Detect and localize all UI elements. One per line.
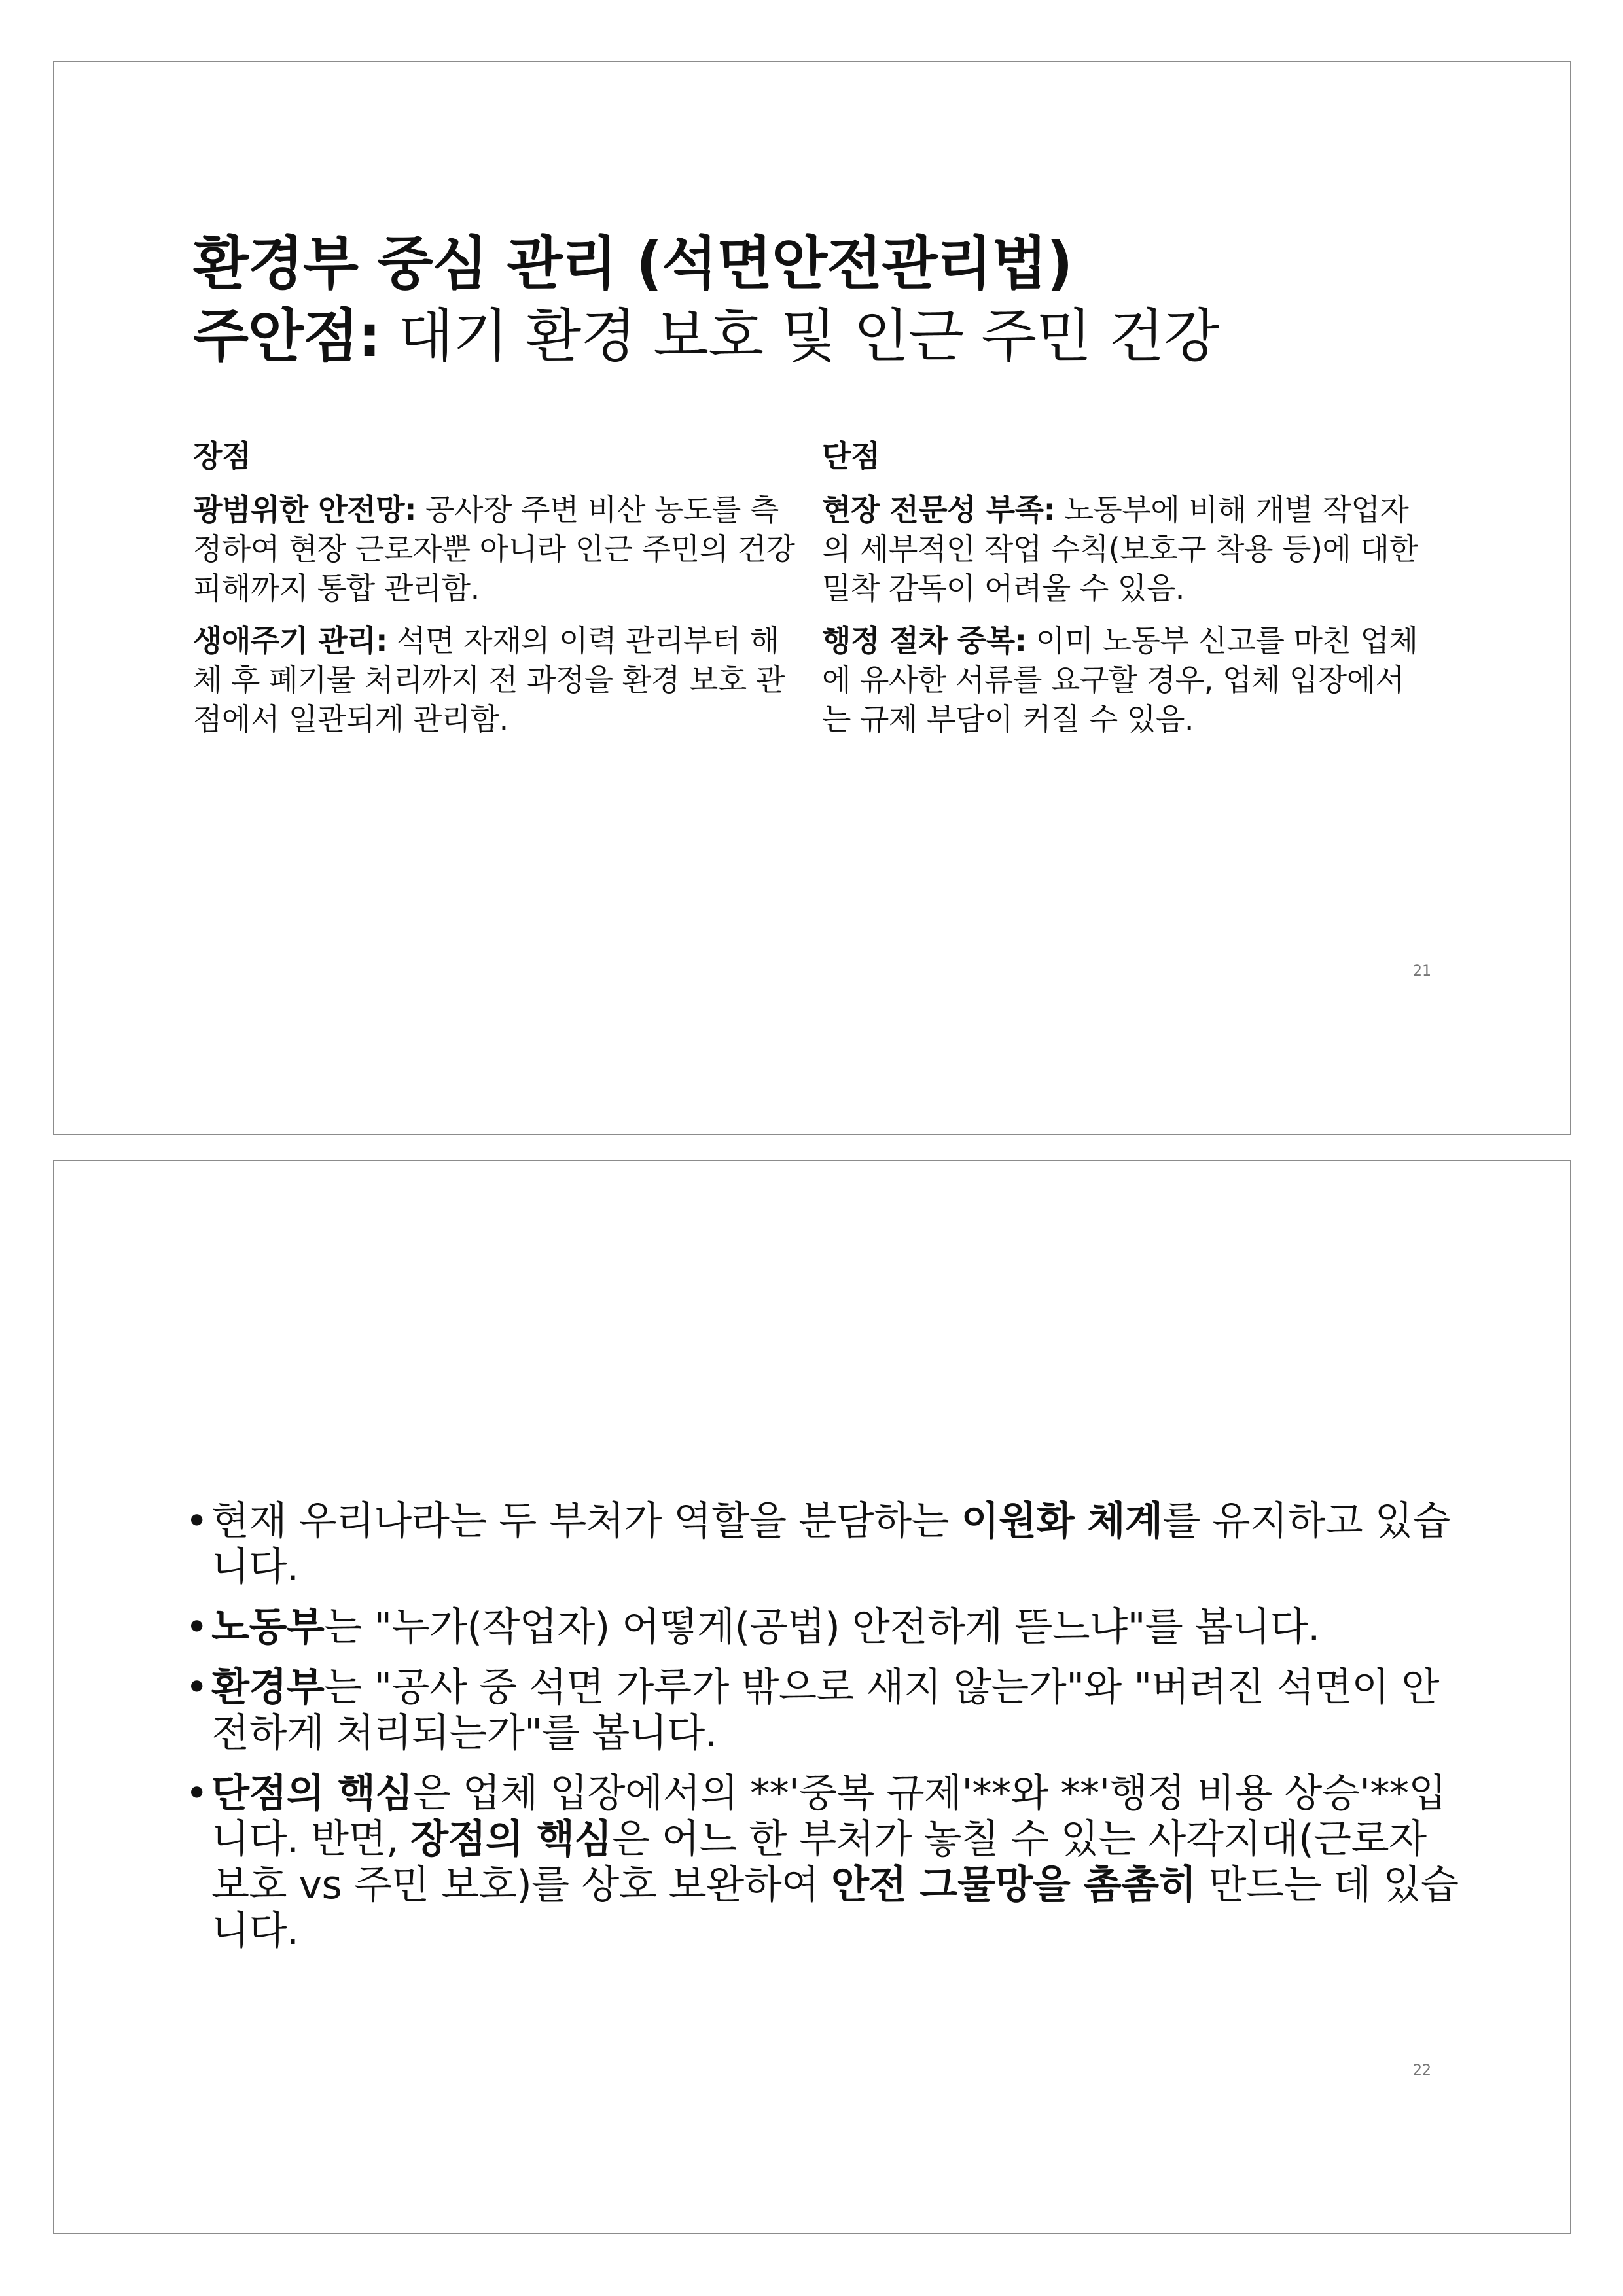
bullet-emphasis: 장점의 핵심	[410, 1816, 612, 1862]
pros-column	[193, 436, 795, 752]
bullet-emphasis: 안전 그물망을 촘촘히	[831, 1862, 1197, 1908]
bullet-dot: •	[185, 1604, 208, 1650]
pros-item-text: 공사장 주변 비산 농도를 측정하여 현장 근로자뿐 아니라 인근 주민의 건강 피해까지 통합 관리함.	[193, 492, 795, 606]
pros-item-term: 생애주기 관리:	[193, 623, 388, 658]
slide-22	[53, 1160, 1571, 2234]
bullet-item	[185, 1498, 1468, 1590]
cons-item-text: 이미 노동부 신고를 마친 업체에 유사한 서류를 요구할 경우, 업체 입장에서는 규제 부담이 커질 수 있음.	[822, 623, 1418, 737]
bullet-text: 현재 우리나라는 두 부처가 역할을 분담하는	[211, 1498, 961, 1544]
pros-item	[193, 621, 795, 739]
bullet-emphasis: 환경부	[211, 1665, 325, 1710]
title-focus-label: 주안점:	[193, 302, 381, 370]
cons-column	[822, 436, 1424, 752]
bullet-item	[185, 1771, 1468, 1954]
bullet-text: 은 어느 한 부처가 놓칠 수 있는 사각지대(근로자 보호 vs 주민 보호)를 상호 보완하여	[211, 1816, 1427, 1908]
bullet-emphasis: 이원화 체계	[961, 1498, 1163, 1544]
cons-item-term: 현장 전문성 부족:	[822, 492, 1056, 527]
cons-item-text: 노동부에 비해 개별 작업자의 세부적인 작업 수칙(보호구 착용 등)에 대한 밀착 감독이 어려울 수 있음.	[822, 492, 1418, 606]
page-number: 21	[1413, 963, 1431, 980]
bullet-dot: •	[185, 1771, 208, 1816]
pros-item	[193, 490, 795, 608]
bullet-dot: •	[185, 1665, 208, 1710]
page-number: 22	[1413, 2062, 1431, 2079]
bullet-text: 는 "누가(작업자) 어떻게(공법) 안전하게 뜯느냐"를 봅니다.	[324, 1604, 1320, 1650]
slide-21	[53, 61, 1571, 1135]
bullet-item	[185, 1604, 1468, 1650]
title-line-1: 환경부 중심 관리 (석면안전관리법)	[193, 230, 1073, 297]
bullet-emphasis: 노동부	[211, 1604, 325, 1650]
pros-item-term: 광범위한 안전망:	[193, 492, 416, 527]
bullet-item	[185, 1665, 1468, 1756]
cons-item	[822, 621, 1424, 739]
bullet-emphasis: 단점의 핵심	[211, 1771, 413, 1816]
bullet-text: 은 업체 입장에서의 **'중복 규제'**와 **'행정 비용 상승'**입니다. 반면,	[211, 1771, 1446, 1862]
bullet-text: 만드는 데 있습니다.	[211, 1862, 1459, 1954]
bullet-list	[185, 1498, 1468, 1968]
title-focus-text: 대기 환경 보호 및 인근 주민 건강	[380, 302, 1219, 370]
slide-title	[193, 227, 1489, 372]
bullet-text: 는 "공사 중 석면 가루가 밖으로 새지 않는가"와 "버려진 석면이 안전하게 처리되는가"를 봅니다.	[211, 1665, 1439, 1756]
cons-item	[822, 490, 1424, 608]
bullet-dot: •	[185, 1498, 208, 1544]
pros-heading: 장점	[193, 438, 251, 474]
title-line-2	[193, 300, 1489, 372]
pros-item-text: 석면 자재의 이력 관리부터 해체 후 폐기물 처리까지 전 과정을 환경 보호 관점에서 일관되게 관리함.	[193, 623, 785, 737]
cons-heading: 단점	[822, 438, 880, 474]
cons-item-term: 행정 절차 중복:	[822, 623, 1027, 658]
bullet-text: 를 유지하고 있습니다.	[211, 1498, 1450, 1590]
